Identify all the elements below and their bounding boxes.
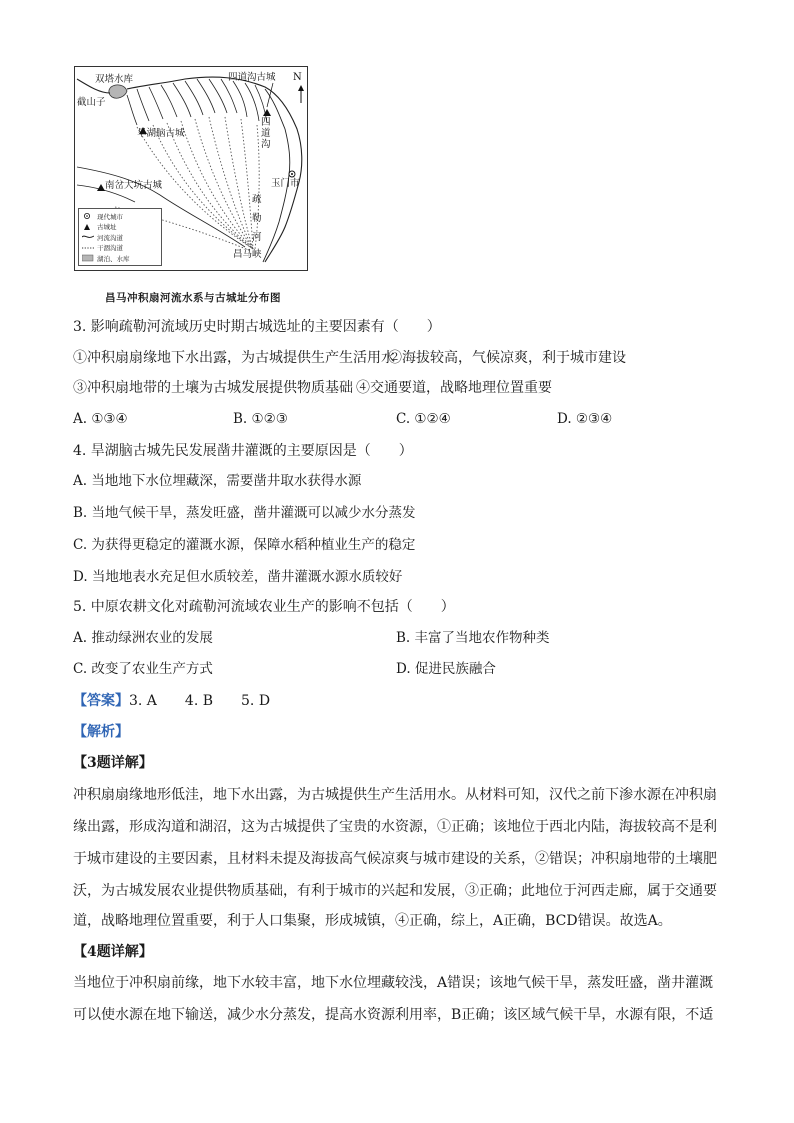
city-dot-icon bbox=[82, 212, 94, 220]
reservoir-shape bbox=[109, 85, 127, 98]
detail-3-line: 缘出露，形成沟道和湖沼，这为古城提供了宝贵的水资源，①正确；该地位于西北内陆，海拔较高不是利 bbox=[73, 819, 717, 835]
detail-4-title: 【4题详解】 bbox=[73, 944, 153, 960]
q3-option-b: B. ①②③ bbox=[233, 411, 288, 427]
detail-4-line: 可以使水源在地下输送，减少水分蒸发，提高水资源利用率，B正确；该区域气候干旱，水源有限，不适 bbox=[73, 1007, 714, 1023]
q5-option-a: A. 推动绿洲农业的发展 bbox=[73, 630, 213, 646]
label-north: N bbox=[293, 72, 302, 83]
answer-text: 3. A 4. B 5. D bbox=[129, 693, 271, 709]
legend-label: 湖泊、水库 bbox=[97, 254, 130, 263]
legend-row bbox=[82, 211, 158, 222]
triangle-icon bbox=[82, 223, 94, 231]
q3-stem: 3. 影响疏勒河流域历史时期古城选址的主要因素有（ ） bbox=[73, 319, 441, 335]
legend-row bbox=[82, 253, 158, 264]
q5-option-c: C. 改变了农业生产方式 bbox=[73, 661, 213, 677]
dotted-line-icon bbox=[82, 244, 94, 252]
detail-3-line: 于城市建设的主要因素，且材料未提及海拔高气候凉爽与城市建设的关系，②错误；冲积扇地带的土壤肥 bbox=[73, 851, 717, 867]
label-daishanzi: 截山子 bbox=[77, 97, 106, 108]
q4-option-a: A. 当地地下水位埋藏深，需要凿井取水获得水源 bbox=[73, 473, 362, 489]
legend-label: 河流沟道 bbox=[97, 233, 123, 242]
q3-item-3: ③冲积扇地带的土壤为古城发展提供物质基础 bbox=[73, 380, 353, 396]
wavy-line-icon bbox=[82, 233, 94, 241]
label-nancha-city: 南岔大坑古城 bbox=[105, 180, 163, 191]
q3-item-4: ④交通要道，战略地理位置重要 bbox=[356, 380, 552, 396]
q3-option-a: A. ①③④ bbox=[73, 411, 128, 427]
q3-option-c: C. ①②④ bbox=[396, 411, 451, 427]
legend-row bbox=[82, 232, 158, 243]
answer-line bbox=[73, 694, 270, 708]
q4-stem: 4. 旱湖脑古城先民发展凿井灌溉的主要原因是（ ） bbox=[73, 443, 413, 459]
q3-option-d: D. ②③④ bbox=[557, 411, 613, 427]
label-shuangta-reservoir: 双塔水库 bbox=[95, 74, 134, 85]
legend-label: 现代城市 bbox=[97, 212, 123, 221]
detail-3-title: 【3题详解】 bbox=[73, 755, 153, 771]
q4-option-c: C. 为获得更稳定的灌溉水源，保障水稻种植业生产的稳定 bbox=[73, 537, 416, 553]
legend-label: 干涸沟道 bbox=[97, 244, 123, 253]
q3-item-1: ①冲积扇扇缘地下水出露，为古城提供生产生活用水 bbox=[73, 350, 395, 366]
label-sidaogou-city: 四道沟古城 bbox=[228, 72, 276, 83]
grey-box-icon bbox=[82, 254, 94, 262]
label-hanhunao-city: 旱湖脑古城 bbox=[137, 128, 185, 139]
q5-stem: 5. 中原农耕文化对疏勒河流域农业生产的影响不包括（ ） bbox=[73, 599, 455, 615]
analysis-label: 【解析】 bbox=[73, 724, 129, 740]
detail-4-line: 当地位于冲积扇前缘，地下水较丰富，地下水位埋藏较浅，A错误；该地气候干旱，蒸发旺盛，凿井灌溉 bbox=[73, 975, 714, 991]
map-figure bbox=[74, 66, 308, 271]
q5-option-b: B. 丰富了当地农作物种类 bbox=[396, 630, 550, 646]
q5-option-d: D. 促进民族融合 bbox=[396, 661, 496, 677]
map-legend bbox=[78, 208, 162, 266]
detail-3-line: 冲积扇扇缘地形低洼，地下水出露，为古城提供生产生活用水。从材料可知，汉代之前下渗水源在冲积扇 bbox=[73, 787, 717, 803]
q3-item-2: ②海拔较高，气候凉爽，利于城市建设 bbox=[388, 350, 626, 366]
detail-3-line: 道，战略地理位置重要，利于人口集聚，形成城镇，④正确，综上，A正确，BCD错误。故选A。 bbox=[73, 913, 672, 929]
label-sidaogou-river: 四道沟 bbox=[261, 117, 271, 150]
legend-label: 古城址 bbox=[97, 223, 117, 232]
answer-label: 【答案】 bbox=[73, 693, 129, 709]
q4-option-d: D. 当地地表水充足但水质较差，凿井灌溉水源水质较好 bbox=[73, 569, 403, 585]
label-yumen-city: 玉门市 bbox=[271, 178, 300, 189]
nancha-triangle-icon bbox=[97, 184, 105, 191]
legend-row bbox=[82, 222, 158, 233]
legend-row bbox=[82, 243, 158, 254]
label-changmaxia: 昌马峡 bbox=[233, 249, 262, 260]
figure-caption: 昌马冲积扇河流水系与古城址分布图 bbox=[105, 292, 281, 304]
q4-option-b: B. 当地气候干旱，蒸发旺盛，凿井灌溉可以减少水分蒸发 bbox=[73, 505, 416, 521]
label-shule-river: 疏勒河 bbox=[252, 194, 262, 243]
detail-3-line: 沃，为古城发展农业提供物质基础，有利于城市的兴起和发展，③正确；此地位于河西走廊，属于交通要 bbox=[73, 883, 717, 899]
